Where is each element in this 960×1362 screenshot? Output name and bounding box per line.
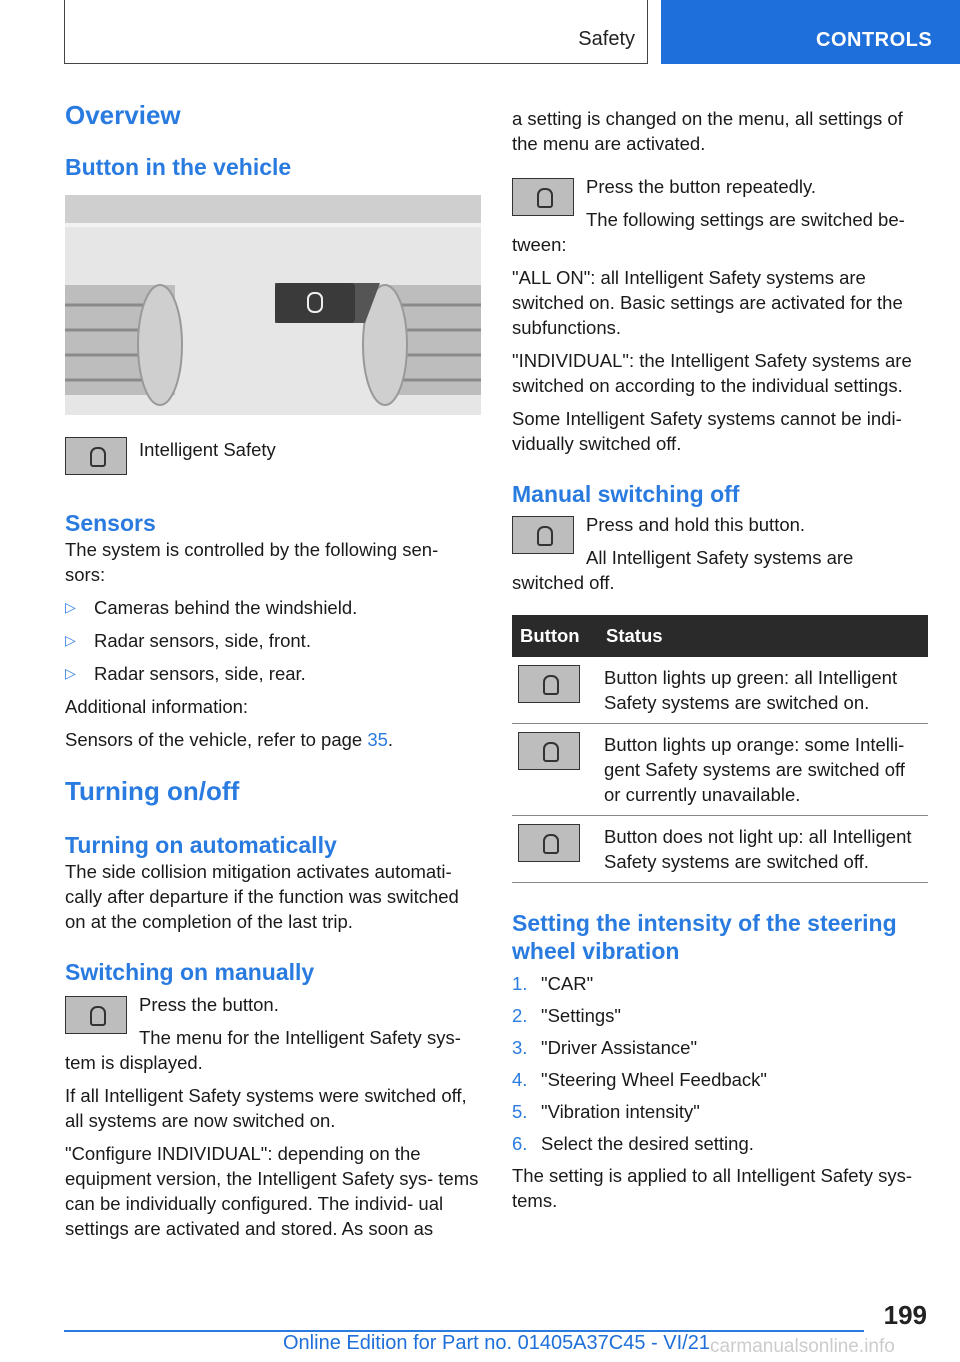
auto-text: The side collision mitigation activates automati‐ cally after departure if the function was switched on at the completion of the last trip. xyxy=(65,861,459,932)
col-status: Status xyxy=(598,615,928,657)
additional-info: Additional information: xyxy=(65,696,249,717)
status-cell: Button does not light up: all Intelligent Safety systems are switched off. xyxy=(598,816,928,883)
some-cannot-text: Some Intelligent Safety systems cannot be indi‐ vidually switched off. xyxy=(512,408,902,454)
list-item: ▷ Radar sensors, side, rear. xyxy=(65,663,306,684)
intelligent-safety-button-icon xyxy=(512,178,574,216)
menu-displayed: The menu for the Intelligent Safety sys‐ tem is displayed. xyxy=(65,1027,461,1073)
status-cell: Button lights up green: all Intelligent Safety systems are switched on. xyxy=(598,657,928,724)
list-item: 1. "CAR" xyxy=(512,973,594,994)
intelligent-safety-button-icon xyxy=(65,437,127,475)
right-column xyxy=(512,100,928,1221)
caption-intelligent-safety: Intelligent Safety xyxy=(139,439,276,460)
switched-between: The following settings are switched be‐ tween: xyxy=(512,209,905,255)
steps-list xyxy=(512,971,928,1156)
triangle-bullet-icon: ▷ xyxy=(65,599,76,615)
heading-overview: Overview xyxy=(65,100,181,130)
list-item: 5. "Vibration intensity" xyxy=(512,1101,700,1122)
press-button: Press the button. xyxy=(139,994,279,1015)
button-orange-icon xyxy=(518,732,580,770)
all-on-text: "ALL ON": all Intelligent Safety systems are switched on. Basic settings are activated for the subfunctions. xyxy=(512,267,903,338)
intelligent-safety-button-icon xyxy=(512,516,574,554)
manual-block xyxy=(65,992,481,1075)
press-hold: Press and hold this button. xyxy=(586,514,806,535)
heading-button-vehicle: Button in the vehicle xyxy=(65,154,292,180)
caption-row xyxy=(65,437,481,479)
applied-text: The setting is applied to all Intelligent Safety sys‐ tems. xyxy=(512,1165,913,1211)
heading-auto: Turning on automatically xyxy=(65,832,337,858)
table-row xyxy=(512,657,928,724)
sensors-reference: Sensors of the vehicle, refer to page 35. xyxy=(65,729,394,750)
continued-text: a setting is changed on the menu, all settings of the menu are activated. xyxy=(512,108,903,154)
footer-edition: Online Edition for Part no. 01405A37C45 - VI/21 xyxy=(283,1332,710,1354)
table-row xyxy=(512,816,928,883)
watermark: carmanualsonline.info xyxy=(710,1336,895,1357)
status-cell: Button lights up orange: some Intelli‐ gent Safety systems are switched off or currently unavailable. xyxy=(598,724,928,816)
list-item: 4. "Steering Wheel Feedback" xyxy=(512,1069,768,1090)
button-green-icon xyxy=(518,665,580,703)
header-box xyxy=(64,0,648,64)
triangle-bullet-icon: ▷ xyxy=(65,665,76,681)
configure-text: "Configure INDIVIDUAL": depending on the equipment version, the Intelligent Safety sys‐ tems can be individually configured. The individ‐ ual settings are activated and stored. As soon as xyxy=(65,1143,479,1239)
table-row xyxy=(512,724,928,816)
list-item: 3. "Driver Assistance" xyxy=(512,1037,698,1058)
header-tab-controls: CONTROLS xyxy=(661,0,960,64)
page-link-35[interactable]: 35 xyxy=(367,729,388,750)
vehicle-button-photo xyxy=(65,195,481,415)
vehicle-vent-illustration xyxy=(65,195,481,415)
heading-sensors: Sensors xyxy=(65,510,156,536)
col-button: Button xyxy=(512,615,598,657)
left-column xyxy=(65,100,481,1249)
list-item: ▷ Radar sensors, side, front. xyxy=(65,630,311,651)
heading-manual: Switching on manually xyxy=(65,959,315,985)
press-repeatedly: Press the button repeatedly. xyxy=(586,176,817,197)
page-number: 199 xyxy=(883,1300,927,1330)
button-off-icon xyxy=(518,824,580,862)
table-header-row xyxy=(512,615,928,657)
if-all-text: If all Intelligent Safety systems were switched off, all systems are now switched on. xyxy=(65,1085,467,1131)
heading-intensity: Setting the intensity of the steering wheel vibration xyxy=(512,910,897,964)
list-item: 6. Select the desired setting. xyxy=(512,1133,754,1154)
manual-off-block xyxy=(512,512,928,595)
header-section: Safety xyxy=(578,28,635,50)
list-item: 2. "Settings" xyxy=(512,1005,621,1026)
heading-turning: Turning on/off xyxy=(65,776,240,806)
individual-text: "INDIVIDUAL": the Intelligent Safety systems are switched on according to the individual settings. xyxy=(512,350,912,396)
status-table xyxy=(512,615,928,883)
heading-manual-off: Manual switching off xyxy=(512,481,740,507)
sensors-intro: The system is controlled by the following sen‐ sors: xyxy=(65,539,439,585)
list-item: ▷ Cameras behind the windshield. xyxy=(65,597,358,618)
all-off: All Intelligent Safety systems are switched off. xyxy=(512,547,854,593)
triangle-bullet-icon: ▷ xyxy=(65,632,76,648)
repeat-block xyxy=(512,174,928,257)
intelligent-safety-button-icon xyxy=(65,996,127,1034)
